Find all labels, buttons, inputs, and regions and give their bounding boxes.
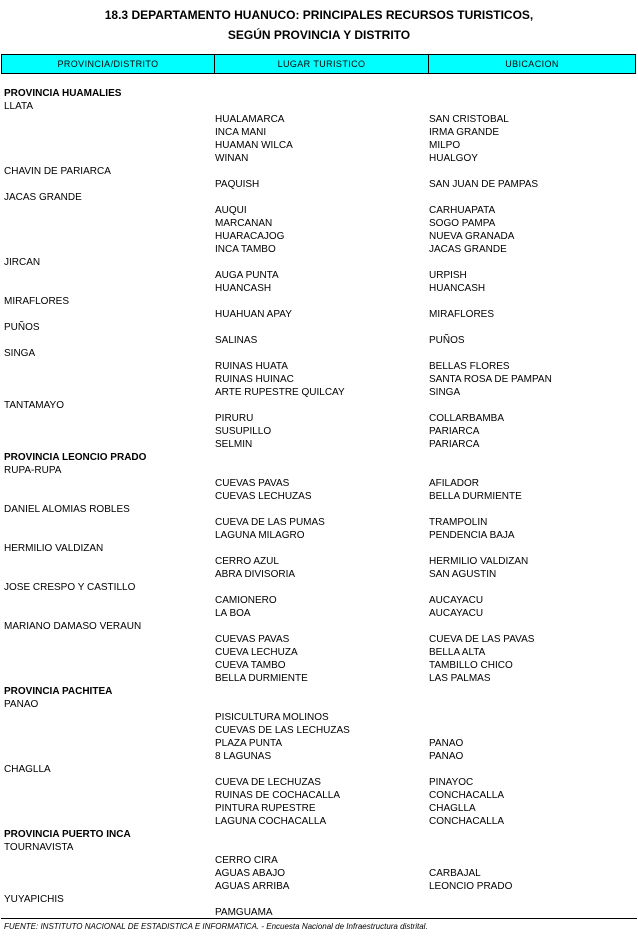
district-row bbox=[0, 165, 638, 178]
tourist-place: SUSUPILLO bbox=[215, 426, 272, 437]
location: CARHUAPATA bbox=[429, 205, 496, 216]
location: BELLA ALTA bbox=[429, 647, 486, 658]
tourist-place: HUANCASH bbox=[215, 283, 272, 294]
district-row bbox=[0, 100, 638, 113]
district-name: HERMILIO VALDIZAN bbox=[4, 543, 104, 554]
table-row bbox=[0, 126, 638, 139]
table-row bbox=[0, 282, 638, 295]
district-row bbox=[0, 295, 638, 308]
table-row bbox=[0, 659, 638, 672]
table-row bbox=[0, 750, 638, 763]
location: MILPO bbox=[429, 140, 461, 151]
source-note: FUENTE: INSTITUTO NACIONAL DE ESTADISTICA E INFORMATICA. - Encuesta Nacional de Infraestructura distrital. bbox=[4, 922, 428, 931]
table-row bbox=[0, 555, 638, 568]
tourist-place: CUEVA LECHUZA bbox=[215, 647, 298, 658]
location: AUCAYACU bbox=[429, 595, 484, 606]
province-row bbox=[0, 828, 638, 841]
location: BELLAS FLORES bbox=[429, 361, 510, 372]
tourist-place: WINAN bbox=[215, 153, 249, 164]
district-row bbox=[0, 191, 638, 204]
tourist-place: LA BOA bbox=[215, 608, 251, 619]
tourist-place: ABRA DIVISORIA bbox=[215, 569, 296, 580]
location: AUCAYACU bbox=[429, 608, 484, 619]
province-row bbox=[0, 451, 638, 464]
header-lugar-turistico: LUGAR TURISTICO bbox=[215, 55, 429, 73]
location: SOGO PAMPA bbox=[429, 218, 496, 229]
table-row bbox=[0, 594, 638, 607]
province-name: PROVINCIA HUAMALIES bbox=[4, 88, 122, 99]
table-row bbox=[0, 568, 638, 581]
location: LEONCIO PRADO bbox=[429, 881, 513, 892]
table-row bbox=[0, 360, 638, 373]
location: PUÑOS bbox=[429, 335, 465, 346]
district-row bbox=[0, 620, 638, 633]
district-row bbox=[0, 581, 638, 594]
location: CARBAJAL bbox=[429, 868, 481, 879]
district-row bbox=[0, 256, 638, 269]
tourist-place: PLAZA PUNTA bbox=[215, 738, 283, 749]
tourist-place: PIRURU bbox=[215, 413, 254, 424]
table-row bbox=[0, 425, 638, 438]
tourist-place: PINTURA RUPESTRE bbox=[215, 803, 316, 814]
district-row bbox=[0, 321, 638, 334]
table-row bbox=[0, 607, 638, 620]
header-provincia-distrito: PROVINCIA/DISTRITO bbox=[2, 55, 215, 73]
location: IRMA GRANDE bbox=[429, 127, 500, 138]
location: CONCHACALLA bbox=[429, 790, 505, 801]
location: HERMILIO VALDIZAN bbox=[429, 556, 529, 567]
district-name: TANTAMAYO bbox=[4, 400, 64, 411]
table-row bbox=[0, 815, 638, 828]
district-name: JACAS GRANDE bbox=[4, 192, 82, 203]
tourist-place: HUAMAN WILCA bbox=[215, 140, 293, 151]
table-row bbox=[0, 490, 638, 503]
tourist-place: CUEVA DE LAS PUMAS bbox=[215, 517, 325, 528]
district-row bbox=[0, 399, 638, 412]
table-row bbox=[0, 854, 638, 867]
location: SAN JUAN DE PAMPAS bbox=[429, 179, 539, 190]
location: CHAGLLA bbox=[429, 803, 476, 814]
table-row bbox=[0, 789, 638, 802]
tourist-place: CUEVAS PAVAS bbox=[215, 634, 290, 645]
footer-divider bbox=[1, 918, 637, 919]
location: SAN CRISTOBAL bbox=[429, 114, 509, 125]
location: JACAS GRANDE bbox=[429, 244, 507, 255]
location: PINAYOC bbox=[429, 777, 474, 788]
tourist-place: AGUAS ARRIBA bbox=[215, 881, 290, 892]
table-row bbox=[0, 672, 638, 685]
location: TRAMPOLIN bbox=[429, 517, 488, 528]
tourist-place: CUEVAS LECHUZAS bbox=[215, 491, 312, 502]
table-row bbox=[0, 802, 638, 815]
table-row bbox=[0, 113, 638, 126]
location: COLLARBAMBA bbox=[429, 413, 505, 424]
table-row bbox=[0, 867, 638, 880]
location: PENDENCIA BAJA bbox=[429, 530, 515, 541]
table-row bbox=[0, 308, 638, 321]
district-name: DANIEL ALOMIAS ROBLES bbox=[4, 504, 130, 515]
location: CONCHACALLA bbox=[429, 816, 505, 827]
tourist-place: CUEVAS PAVAS bbox=[215, 478, 290, 489]
district-name: CHAGLLA bbox=[4, 764, 51, 775]
location: PANAO bbox=[429, 738, 464, 749]
tourist-place: LAGUNA MILAGRO bbox=[215, 530, 305, 541]
header-ubicacion: UBICACION bbox=[505, 59, 559, 69]
table-row bbox=[0, 204, 638, 217]
district-name: SINGA bbox=[4, 348, 36, 359]
table-row bbox=[0, 737, 638, 750]
table-row bbox=[0, 386, 638, 399]
table-row bbox=[0, 880, 638, 893]
table-row bbox=[0, 776, 638, 789]
table-row bbox=[0, 633, 638, 646]
table-row bbox=[0, 412, 638, 425]
table-row bbox=[0, 269, 638, 282]
table-row bbox=[0, 230, 638, 243]
tourist-place: MARCANAN bbox=[215, 218, 273, 229]
table-row bbox=[0, 178, 638, 191]
tourist-place: PAMGUAMA bbox=[215, 907, 273, 918]
province-row bbox=[0, 87, 638, 100]
district-name: MARIANO DAMASO VERAUN bbox=[4, 621, 142, 632]
district-name: JOSE CRESPO Y CASTILLO bbox=[4, 582, 136, 593]
district-name: PUÑOS bbox=[4, 322, 40, 333]
tourist-place: RUINAS DE COCHACALLA bbox=[215, 790, 341, 801]
district-row bbox=[0, 347, 638, 360]
district-row bbox=[0, 763, 638, 776]
tourist-place: PISICULTURA MOLINOS bbox=[215, 712, 329, 723]
tourist-place: CAMIONERO bbox=[215, 595, 277, 606]
location: PARIARCA bbox=[429, 439, 480, 450]
tourist-place: SELMIN bbox=[215, 439, 253, 450]
tourist-place: ARTE RUPESTRE QUILCAY bbox=[215, 387, 345, 398]
table-title: 18.3 DEPARTAMENTO HUANUCO: PRINCIPALES RECURSOS TURISTICOS, bbox=[104, 8, 534, 22]
district-row bbox=[0, 698, 638, 711]
province-name: PROVINCIA LEONCIO PRADO bbox=[4, 452, 147, 463]
district-name: YUYAPICHIS bbox=[4, 894, 64, 905]
district-row bbox=[0, 542, 638, 555]
table-row bbox=[0, 217, 638, 230]
tourist-place: HUARACAJOG bbox=[215, 231, 285, 242]
table-row bbox=[0, 711, 638, 724]
tourist-place: 8 LAGUNAS bbox=[215, 751, 272, 762]
district-name: MIRAFLORES bbox=[4, 296, 70, 307]
province-name: PROVINCIA PUERTO INCA bbox=[4, 829, 131, 840]
district-name: JIRCAN bbox=[4, 257, 41, 268]
location: AFILADOR bbox=[429, 478, 480, 489]
province-name: PROVINCIA PACHITEA bbox=[4, 686, 113, 697]
table-row bbox=[0, 334, 638, 347]
table-header bbox=[1, 54, 636, 74]
table-row bbox=[0, 243, 638, 256]
district-name: TOURNAVISTA bbox=[4, 842, 74, 853]
table-row bbox=[0, 373, 638, 386]
table-row bbox=[0, 438, 638, 451]
tourist-place: SALINAS bbox=[215, 335, 258, 346]
district-name: PANAO bbox=[4, 699, 39, 710]
tourist-place: CUEVA TAMBO bbox=[215, 660, 286, 671]
table-body bbox=[0, 87, 638, 919]
location: HUALGOY bbox=[429, 153, 478, 164]
district-name: LLATA bbox=[4, 101, 34, 112]
location: PARIARCA bbox=[429, 426, 480, 437]
tourist-place: INCA MANI bbox=[215, 127, 267, 138]
tourist-place: RUINAS HUATA bbox=[215, 361, 288, 372]
tourist-place: PAQUISH bbox=[215, 179, 260, 190]
location: CUEVA DE LAS PAVAS bbox=[429, 634, 535, 645]
tourist-place: CERRO CIRA bbox=[215, 855, 278, 866]
tourist-place: CUEVAS DE LAS LECHUZAS bbox=[215, 725, 350, 736]
tourist-place: HUALAMARCA bbox=[215, 114, 285, 125]
location: URPISH bbox=[429, 270, 467, 281]
location: PANAO bbox=[429, 751, 464, 762]
district-name: RUPA-RUPA bbox=[4, 465, 62, 476]
table-row bbox=[0, 646, 638, 659]
district-row bbox=[0, 841, 638, 854]
tourist-place: AUQUI bbox=[215, 205, 247, 216]
district-name: CHAVIN DE PARIARCA bbox=[4, 166, 111, 177]
tourist-place: AUGA PUNTA bbox=[215, 270, 279, 281]
table-row bbox=[0, 152, 638, 165]
location: SAN AGUSTIN bbox=[429, 569, 497, 580]
location: MIRAFLORES bbox=[429, 309, 495, 320]
table-row bbox=[0, 477, 638, 490]
table-row bbox=[0, 139, 638, 152]
location: SINGA bbox=[429, 387, 461, 398]
table-row bbox=[0, 724, 638, 737]
tourist-place: INCA TAMBO bbox=[215, 244, 276, 255]
location: TAMBILLO CHICO bbox=[429, 660, 513, 671]
province-row bbox=[0, 685, 638, 698]
table-row bbox=[0, 529, 638, 542]
tourist-place: LAGUNA COCHACALLA bbox=[215, 816, 327, 827]
tourist-place: AGUAS ABAJO bbox=[215, 868, 286, 879]
location: SANTA ROSA DE PAMPAN bbox=[429, 374, 552, 385]
district-row bbox=[0, 503, 638, 516]
tourist-place: CERRO AZUL bbox=[215, 556, 279, 567]
tourist-place: BELLA DURMIENTE bbox=[215, 673, 308, 684]
district-row bbox=[0, 893, 638, 906]
table-subtitle: SEGÚN PROVINCIA Y DISTRITO bbox=[227, 28, 411, 42]
location: HUANCASH bbox=[429, 283, 486, 294]
location: NUEVA GRANADA bbox=[429, 231, 515, 242]
tourist-place: RUINAS HUINAC bbox=[215, 374, 294, 385]
location: BELLA DURMIENTE bbox=[429, 491, 522, 502]
tourist-place: HUAHUAN APAY bbox=[215, 309, 292, 320]
tourist-place: CUEVA DE LECHUZAS bbox=[215, 777, 321, 788]
location: LAS PALMAS bbox=[429, 673, 491, 684]
table-row bbox=[0, 516, 638, 529]
district-row bbox=[0, 464, 638, 477]
